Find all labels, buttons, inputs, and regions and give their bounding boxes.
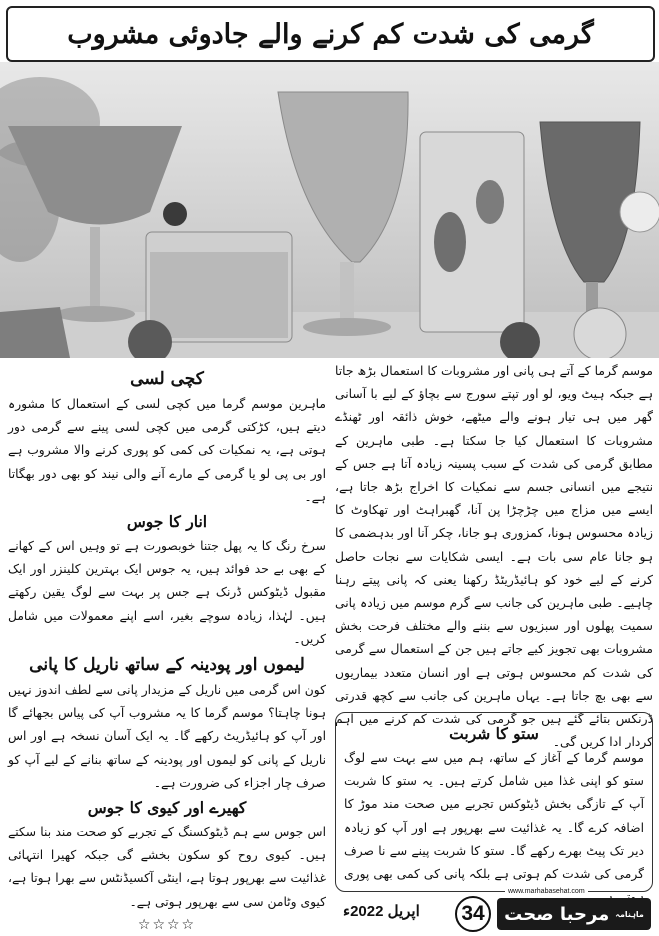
nariyal-heading: لیموں اور پودینہ کے ساتھ ناریل کا پانی <box>29 655 305 676</box>
left-column <box>8 365 326 936</box>
anar-body: سرخ رنگ کا یہ پھل جتنا خوبصورت ہے تو وہیں اس کے کھانے کے بھی بے حد فوائد ہیں، یہ جوس ایک بہترین کلینزر اور ایک مقبول ڈیٹوکس ڈرنک ہے جس پر بہت سے لوگ یقین رکھتے ہیں۔ لہٰذا، زیادہ سوچے بغیر، اسے اپنے معمولات میں شامل کریں۔ <box>8 539 326 646</box>
sattu-heading: ستو کا شربت <box>449 724 539 743</box>
lassi-body: ماہرین موسم گرما میں کچی لسی کے استعمال کا مشورہ دیتے ہیں، کڑکتی گرمی میں کچی لسی پینے سے گرمی دور ہوتی ہے، یہ نمکیات کی کمی کو پوری کرنے والا مشروب ہے اور بی پی لو یا گرمی کے مارے آنے والی نیند کو بھی دور بھگاتا ہے۔ <box>8 397 326 504</box>
page-footer <box>335 888 653 932</box>
issue-date: اپریل 2022ء <box>343 903 420 920</box>
brand-name: مرحبا صحت <box>504 903 610 925</box>
end-stars: ☆☆☆☆ <box>137 916 197 933</box>
nariyal-body: کون اس گرمی میں ناریل کے مزیدار پانی سے لطف اندوز نہیں ہونا چاہتا؟ موسم گرما کا یہ مشروب آپ کی پیاس بجھائے گا اور آپ کو ہائیڈریٹ رکھے گا۔ یہ ایک آسان نسخہ ہے اور اس ناریل کے پانی کو لیموں اور پودینہ کے ساتھ بنانے کے لیے آپ کو صرف چار اجزاء کی ضرورت ہے۔ <box>8 683 326 790</box>
sattu-body: موسم گرما کے آغاز کے ساتھ، ہم میں سے بہت سے لوگ ستو کو اپنی غذا میں شامل کرتے ہیں۔ یہ ستو کا شربت آپ کے تازگی بخش ڈیٹوکس تجربے میں صحت مند موڑ کا اضافہ کرے گا۔ یہ غذائیت سے بھرپور ہے اور آپ کو زیادہ دیر تک پیٹ بھرے رکھے گا۔ ستو کا شربت پینے سے نا صرف گرمی کی شدت کم ہوتی ہے بلکہ پانی کی کمی بھی پوری <box>344 751 644 882</box>
drinks-illustration <box>0 62 659 358</box>
right-column <box>335 360 653 754</box>
article-headline: گرمی کی شدت کم کرنے والے جادوئی مشروب <box>67 18 594 50</box>
page-number: 34 <box>455 896 491 932</box>
kheera-heading: کھیرے اور کیوی کا جوس <box>87 798 247 818</box>
lassi-heading: کچی لسی <box>130 369 204 389</box>
intro-paragraph: موسم گرما کے آتے ہی پانی اور مشروبات کا استعمال بڑھ جاتا ہے جبکہ ہیٹ ویو، لو اور تپتے سورج سے بچاؤ کے لیے با آسانی گھر میں ہی تیار ہونے والے میٹھے، خوش ذائقہ اور ٹھنڈے مشروبات کا استعمال کیا جا سکتا ہے۔ طبی ماہرین کے مطابق گرمی کی شدت کے سبب پسینہ زیادہ آتا ہے جس کے نتیجے میں انسانی جسم سے نمکیات کا اخراج بڑھ جاتا ہے، ایسے میں مزاج میں چڑچڑا پن آنا، گھبراہٹ اور تھکاوٹ کا زیادہ محسوس ہونا، کمزوری ہو جانا، چکر آنا اور بدہضمی کا ہو جانا عام سی بات ہے۔ ایسی شکایات سے نجات حاصل کرنے کے لیے خود کو ہائیڈریٹڈ رکھنا یعنی کہ پانی پیتے رہنا چاہیے۔ طبی ماہرین کی جانب سے گرم موسم میں زیادہ پانی سمیت پھلوں اور سبزیوں سے بننے والے مختلف فرحت بخش مشروبات بھی تجویز کیے جاتے ہیں جن کے استعمال سے گرمی کی شدت کم محسوس ہوتی ہے اور انسان متعدد بیماریوں سے بھی بچ جاتا ہے۔ یہاں ماہرین کی جانب سے کچھ قدرتی ڈرنکس بتائے گئے ہیں جو گرمی کی شدت کم کرنے میں اہم کردار ادا کریں گی۔ <box>335 364 653 750</box>
magazine-brand <box>497 898 651 930</box>
drinks-photo <box>0 62 659 358</box>
website-url: www.marhabasehat.com <box>505 888 588 895</box>
headline-box <box>6 6 655 62</box>
sattu-section <box>335 712 653 892</box>
brand-prefix: ماہنامہ <box>615 909 644 919</box>
kheera-body: اس جوس سے ہم ڈیٹوکسنگ کے تجربے کو صحت مند بنا سکتے ہیں۔ کیوی روح کو سکون بخشے گی جبکہ کھیرا انتہائی غذائیت سے بھرپور ہوتا ہے، اینٹی آکسیڈنٹس سے بھرا ہوتا ہے، کیوی وٹامن سی سے بھرپور ہوتی ہے۔ <box>8 825 326 909</box>
anar-heading: انار کا جوس <box>126 512 208 532</box>
